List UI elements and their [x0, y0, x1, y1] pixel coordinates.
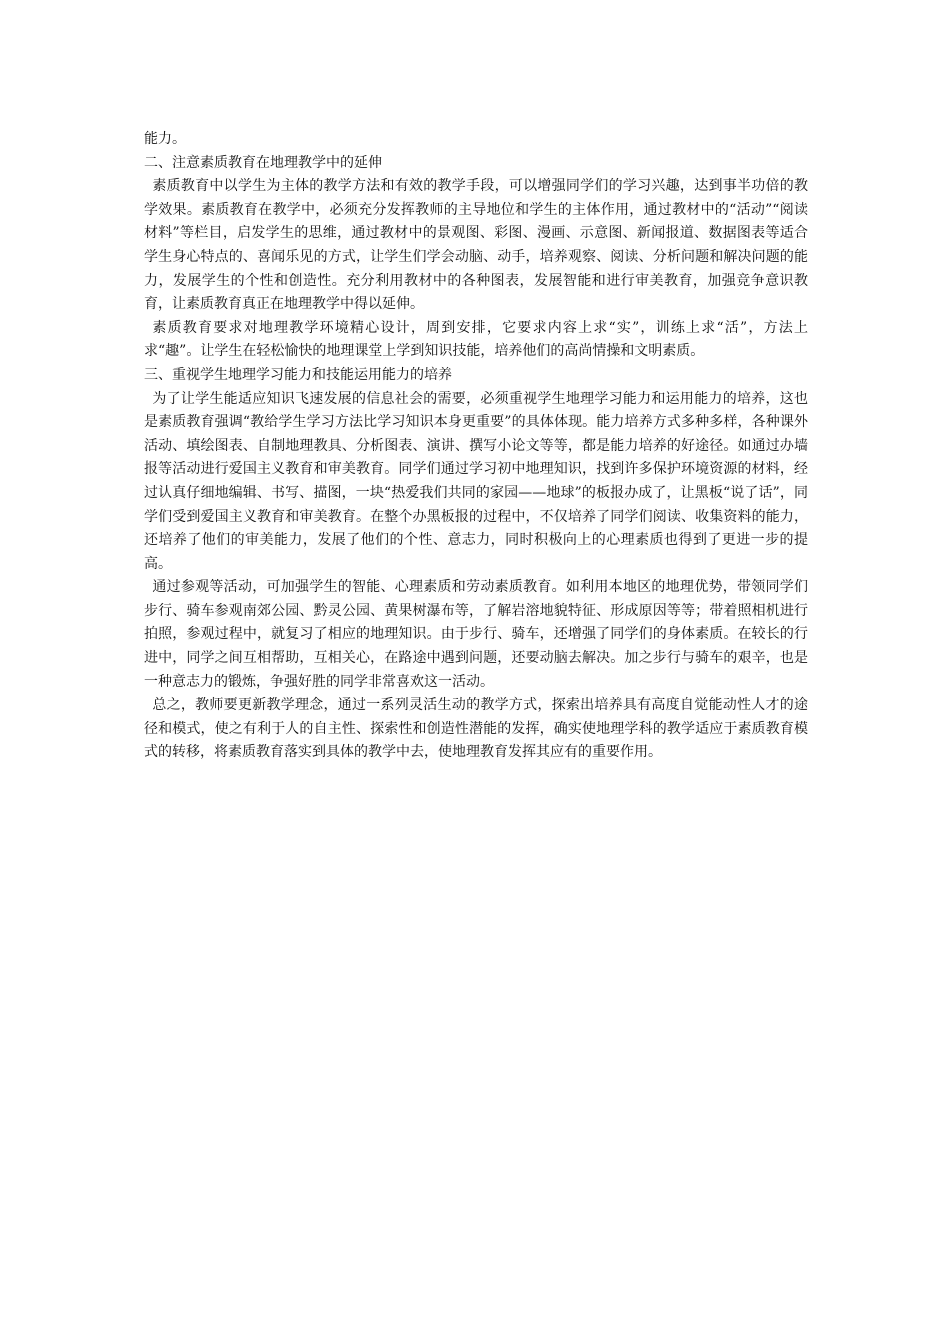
- paragraph: 通过参观等活动，可加强学生的智能、心理素质和劳动素质教育。如利用本地区的地理优势，带领同学们步行、骑车参观南郊公园、黔灵公园、黄果树瀑布等，了解岩溶地貌特征、形成原因等等；带着照相机进行拍照，参观过程中，就复习了相应的地理知识。由于步行、骑车，还增强了同学们的身体素质。在较长的行进中，同学之间互相帮助，互相关心，在路途中遇到问题，还要动脑去解决。加之步行与骑车的艰辛，也是一种意志力的锻炼，争强好胜的同学非常喜欢这一活动。: [144, 579, 808, 690]
- section-heading-2: 二、注意素质教育在地理教学中的延伸: [144, 154, 382, 171]
- conclusion-paragraph: 总之，教师要更新教学理念，通过一系列灵活生动的教学方式，探索出培养具有高度自觉能动性人才的途径和模式，使之有利于人的自主性、探索性和创造性潜能的发挥，确实使地理学科的教学适应于素质教育模式的转移，将素质教育落实到具体的教学中去，使地理教育发挥其应有的重要作用。: [144, 697, 808, 761]
- paragraph: 素质教育中以学生为主体的教学方法和有效的教学手段，可以增强同学们的学习兴趣，达到事半功倍的教学效果。素质教育在教学中，必须充分发挥教师的主导地位和学生的主体作用，通过教材中的“活动”“阅读材料”等栏目，启发学生的思维，通过教材中的景观图、彩图、漫画、示意图、新闻报道、数据图表等适合学生身心特点的、喜闻乐见的方式，让学生们学会动脑、动手，培养观察、阅读、分析问题和解决问题的能力，发展学生的个性和创造性。充分利用教材中的各种图表，发展智能和进行审美教育，加强竞争意识教育，让素质教育真正在地理教学中得以延伸。: [144, 178, 808, 313]
- section-heading-3: 三、重视学生地理学习能力和技能运用能力的培养: [144, 366, 452, 383]
- continuation-text: 能力。: [144, 131, 186, 147]
- document-page: [144, 128, 808, 765]
- paragraph: 为了让学生能适应知识飞速发展的信息社会的需要，必须重视学生地理学习能力和运用能力的培养，这也是素质教育强调“教给学生学习方法比学习知识本身更重要”的具体体现。能力培养方式多种多样，各种课外活动、填绘图表、自制地理教具、分析图表、演讲、撰写小论文等等，都是能力培养的好途径。如通过办墙报等活动进行爱国主义教育和审美教育。同学们通过学习初中地理知识，找到许多保护环境资源的材料，经过认真仔细地编辑、书写、描图，一块“热爱我们共同的家园——地球”的板报办成了，让黑板“说了话”，同学们受到爱国主义教育和审美教育。在整个办黑板报的过程中，不仅培养了同学们阅读、收集资料的能力，还培养了他们的审美能力，发展了他们的个性、意志力，同时积极向上的心理素质也得到了更进一步的提高。: [144, 390, 808, 572]
- paragraph: 素质教育要求对地理教学环境精心设计，周到安排，它要求内容上求“实”，训练上求“活”，方法上求“趣”。让学生在轻松愉快的地理课堂上学到知识技能，培养他们的高尚情操和文明素质。: [144, 319, 808, 360]
